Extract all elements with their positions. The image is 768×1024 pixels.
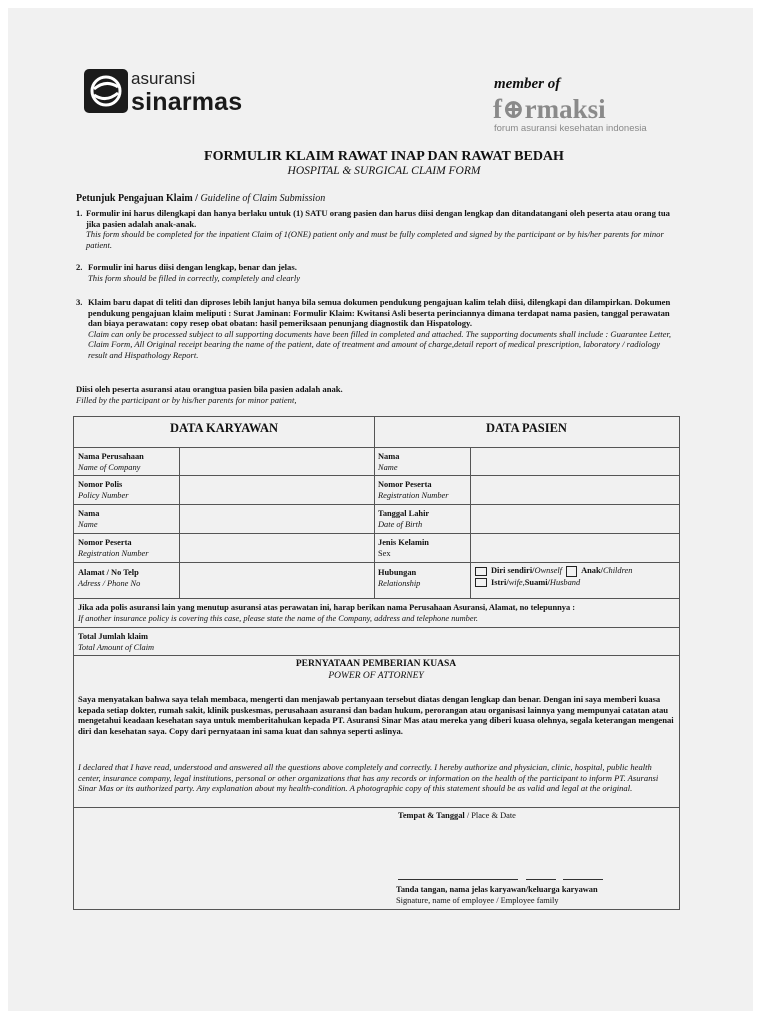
option-husband-id: Suami/ (524, 577, 550, 587)
poa-subtitle: POWER OF ATTORNEY (328, 671, 424, 681)
option-ownself-id: Diri sendiri/ (491, 566, 535, 575)
member-of-label: member of (494, 76, 561, 92)
label-en: Date of Birth (378, 520, 423, 529)
option-children-id: Anak/ (581, 566, 603, 575)
poa-text-id: Saya menyatakan bahwa saya telah membaca, mengerti dan menjawab pertanyaan tersebut diatas dengan lengkap dan benar. Dengan ini saya memberi kuasa kepada setiap dokter, rumah sakit, klinik puskesmas, perusahaan asuransi dan badan hukum, perorangan atau organisasi lainnya yang mempunyai catatan atau mengetahui keadaan kesehatan saya untuk memberitahukan kepada PT. Asuransi Sinar Mas atau mereka yang diberi kuasa olehnya, segala keterangan mengenai diri dan kesehatan saya. Copy dari pernyataan ini sama kuat dan sahnya seperti aslinya. (78, 694, 674, 736)
label-en: Sex (378, 549, 391, 558)
label-policy-number (78, 479, 128, 501)
data-karyawan-header: DATA KARYAWAN (169, 421, 279, 435)
guideline-heading (76, 193, 325, 204)
label-en: Name (378, 463, 398, 472)
label-en: Name (78, 520, 98, 529)
place-date-label (398, 810, 516, 821)
guideline-heading-en: Guideline of Claim Submission (197, 193, 326, 204)
label-en: Policy Number (78, 491, 129, 500)
label-employee-registration (78, 537, 149, 559)
place-date-en: / Place & Date (464, 811, 516, 820)
guideline-item-2 (76, 262, 678, 283)
total-claim-row (78, 631, 154, 653)
guideline-item-text-id: Formulir ini harus diisi dengan lengkap, benar dan jelas. (88, 262, 297, 272)
total-claim-field[interactable] (180, 628, 676, 654)
address-phone-field[interactable] (180, 563, 373, 598)
sinarmas-logo-icon (84, 69, 128, 113)
total-claim-en: Total Amount of Claim (78, 643, 155, 652)
label-id: Nama (78, 509, 100, 518)
label-id: Nomor Peserta (378, 480, 432, 489)
formaksi-logo: f⊕rmaksi (493, 94, 606, 124)
guideline-item-3 (76, 297, 678, 361)
company-name-field[interactable] (180, 448, 373, 475)
guideline-item-text-en: This form should be completed for the inpatient Claim of 1(ONE) patient only and must be fully completed and signed by the participant or by his/her parents for minor patient. (86, 229, 664, 250)
label-patient-name (378, 451, 399, 473)
label-en: Relationship (378, 579, 421, 588)
option-husband-en: Husband (549, 577, 581, 587)
poa-title: PERNYATAAN PEMBERIAN KUASA (295, 659, 457, 669)
row-divider (73, 598, 679, 599)
guideline-item-text-id: Formulir ini harus dilengkapi dan hanya berlaku untuk (1) SATU orang pasien dan harus diisi dengan lengkap dan ditandatangani oleh peserta atau orang tua jika pasien adalah anak-anak. (86, 208, 670, 229)
children-checkbox[interactable] (566, 566, 577, 577)
label-sex (378, 537, 429, 559)
option-children-en: Children (602, 566, 633, 575)
employee-registration-field[interactable] (180, 534, 373, 562)
guideline-heading-id: Petunjuk Pengajuan Klaim / (76, 193, 198, 204)
row-divider (73, 562, 679, 563)
label-id: Nama Perusahaan (78, 452, 144, 461)
label-address-phone (78, 567, 140, 589)
relationship-options (475, 565, 680, 588)
column-divider (374, 416, 375, 598)
guideline-item-text-en: Claim can only be processed subject to all supporting documents have been filled in completed and attached. The supporting documents shall include : Guarantee Letter, Claim Form, All Original receipt bearing the name of the patient, date of treatment and amount of charge,detail report of medical prescription, laboratory / radiology result and Hispathology Report. (88, 328, 672, 360)
label-en: Adress / Phone No (78, 579, 141, 588)
label-date-of-birth (378, 508, 429, 530)
signature-label-id: Tanda tangan, nama jelas karyawan/keluarga karyawan (396, 885, 598, 894)
label-id: Tanggal Lahir (378, 509, 430, 518)
other-policy-en: If another insurance policy is covering this case, please state the name of the Company, address and telephone number. (78, 614, 478, 623)
label-en: Name of Company (78, 463, 141, 472)
guideline-item-num: 3. (76, 297, 83, 307)
row-divider (73, 655, 679, 656)
filled-by-note (76, 384, 678, 405)
option-wife-en: wife, (508, 577, 525, 587)
filled-by-note-id: Diisi oleh peserta asuransi atau orangtua pasien bila pasien adalah anak. (76, 384, 343, 394)
signature-label-en: Signature, name of employee / Employee family (396, 896, 559, 905)
signature-field[interactable] (396, 840, 674, 880)
row-divider (73, 807, 679, 808)
brand-sinarmas: sinarmas (131, 88, 243, 116)
place-date-id: Tempat & Tanggal (398, 811, 465, 820)
label-id: Nomor Polis (78, 480, 123, 489)
label-patient-registration (378, 479, 449, 501)
label-en: Registration Number (378, 491, 449, 500)
patient-name-field[interactable] (471, 448, 677, 475)
spouse-checkbox[interactable] (475, 578, 487, 587)
guideline-item-text-en: This form should be filled in correctly, completely and clearly (88, 272, 301, 283)
formaksi-subtitle: forum asuransi kesehatan indonesia (494, 123, 647, 134)
signature-label (396, 884, 598, 906)
label-id: Alamat / No Telp (78, 568, 139, 577)
poa-text-en: I declared that I have read, understood and answered all the questions above completely and correctly. I hereby authorize and physician, clinic, hospital, public health center, insurance company, legal institutions, personal or other organizations that has any records or information on the health of the participant to inform PT. Asuransi Sinar Mas or its authorized party. Any explanation about my health-condition. A photographic copy of this statement should be as valid and legal at the original. (78, 762, 659, 794)
form-title: FORMULIR KLAIM RAWAT INAP DAN RAWAT BEDAH (204, 149, 564, 164)
label-en: Registration Number (78, 549, 149, 558)
label-id: Hubungan (378, 568, 417, 577)
patient-registration-field[interactable] (471, 476, 677, 504)
filled-by-note-en: Filled by the participant or by his/her parents for minor patient, (76, 394, 297, 405)
label-relationship (378, 567, 420, 589)
sex-field[interactable] (471, 534, 677, 562)
total-claim-id: Total Jumlah klaim (78, 632, 148, 641)
other-policy-row (78, 602, 676, 624)
policy-number-field[interactable] (180, 476, 373, 504)
label-id: Nama (378, 452, 400, 461)
label-employee-name (78, 508, 99, 530)
label-id: Nomor Peserta (78, 538, 132, 547)
employee-name-field[interactable] (180, 505, 373, 533)
label-name-of-company (78, 451, 144, 473)
guideline-item-1 (76, 208, 678, 250)
label-id: Jenis Kelamin (378, 538, 429, 547)
date-of-birth-field[interactable] (471, 505, 677, 533)
guideline-item-num: 1. (76, 208, 83, 218)
brand-asuransi: asuransi (131, 69, 196, 88)
option-wife-id: Istri/ (491, 577, 509, 587)
guideline-item-text-id: Klaim baru dapat di teliti dan diproses lebih lanjut hanya bila semua dokumen pendukung pengajuan kalim telah diisi, dilengkapi dan dilampirkan. Dokumen pendukung pengajuan klaim meliputi : Surat Jaminan: Formulir Klaim: Kwitansi Asli beserta perinciannya dimana terdapat nama pasien, tanggal perawatan dan biaya perawatan: copy resep obat obatan: hasil pemeriksaan penunjang diagnostik dan Hispatology. (88, 297, 671, 329)
option-ownself-en: Ownself (534, 566, 562, 575)
data-pasien-header: DATA PASIEN (486, 421, 567, 435)
other-policy-id: Jika ada polis asuransi lain yang menutup asuransi atas perawatan ini, harap berikan nama Perusahaan Asuransi, Alamat, no telepunnya : (78, 603, 576, 612)
form-subtitle: HOSPITAL & SURGICAL CLAIM FORM (287, 165, 481, 177)
ownself-checkbox[interactable] (475, 567, 487, 576)
guideline-item-num: 2. (76, 262, 83, 272)
